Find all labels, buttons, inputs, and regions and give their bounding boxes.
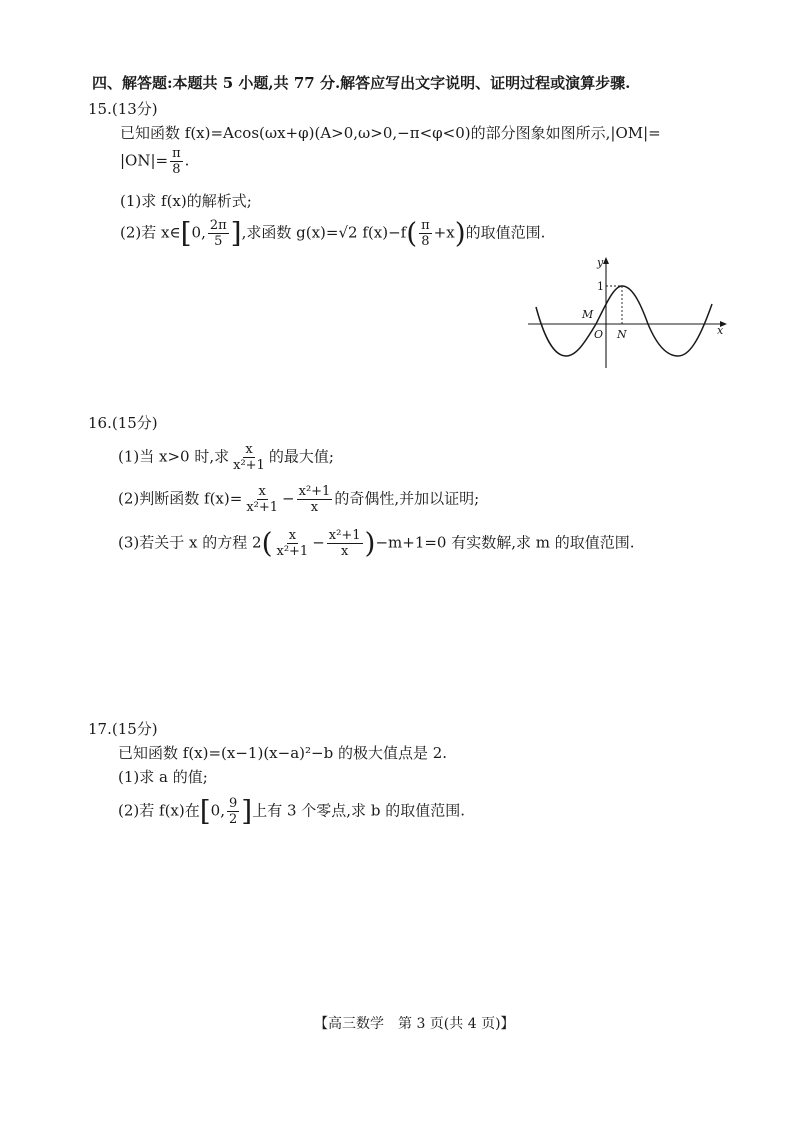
left-bracket: [ (199, 794, 211, 828)
q16-p2-minus: − (282, 489, 295, 508)
q16-p3-b: −m+1=0 有实数解,求 m 的取值范围. (375, 533, 635, 552)
frac-den: x (340, 544, 349, 559)
q15-frac-2pi-5 (208, 218, 229, 249)
q16-p3-minus: − (312, 533, 325, 552)
label-O: O (594, 328, 604, 341)
q15-line2-post: . (184, 151, 190, 170)
frac-den: 5 (214, 234, 223, 249)
q16-part1 (118, 442, 334, 473)
q15-p2-b: ,求函数 g(x)=√2 f(x)−f (241, 223, 407, 242)
frac-num: 2π (209, 218, 227, 233)
q15-line2-pre: |ON|= (120, 151, 169, 170)
frac-num: x²+1 (328, 528, 361, 543)
section-header: 四、解答题:本题共 5 小题,共 77 分.解答应写出文字说明、证明过程或演算步骤. (92, 74, 631, 92)
q16-part2 (118, 484, 479, 515)
frac-den: x²+1 (246, 500, 279, 515)
q16-p3-frac1 (275, 528, 311, 559)
x-axis-label: x (717, 324, 724, 337)
q16-p2-b: 的奇偶性,并加以证明; (334, 489, 480, 508)
frac-den: 2 (228, 812, 238, 827)
q15-interval-left: 0, (191, 223, 206, 242)
q16-p1-b: 的最大值; (268, 447, 334, 466)
q15-frac-pi-8b (419, 218, 432, 249)
q16-p2-frac2 (297, 484, 333, 515)
q17-stem: 已知函数 f(x)=(x−1)(x−a)²−b 的极大值点是 2. (118, 744, 448, 762)
right-paren: ) (364, 526, 376, 560)
label-N: N (617, 328, 627, 341)
frac-num: π (421, 218, 430, 233)
frac-num: x²+1 (298, 484, 331, 499)
q15-frac-pi-8 (170, 146, 183, 177)
q17-part2 (118, 796, 465, 827)
q17-part1: (1)求 a 的值; (118, 768, 208, 786)
q16-p1-frac (231, 442, 267, 473)
right-bracket: ] (230, 216, 242, 250)
q15-p2-c: 的取值范围. (465, 223, 546, 242)
cosine-curve (536, 286, 712, 356)
label-one: 1 (597, 280, 604, 293)
right-bracket: ] (241, 794, 253, 828)
q17-frac-9-2 (227, 796, 239, 827)
q15-stem-line2 (120, 146, 189, 177)
q17-interval-left: 0, (210, 801, 225, 820)
q16-p2-a: (2)判断函数 f(x)= (118, 489, 243, 508)
page-footer: 【高三数学 第 3 页(共 4 页)】 (314, 1016, 515, 1032)
frac-den: 8 (421, 234, 430, 249)
frac-den: x (310, 500, 319, 515)
right-paren: ) (454, 216, 466, 250)
frac-num: π (172, 146, 181, 161)
q15-stem-line1: 已知函数 f(x)=Acos(ωx+φ)(A>0,ω>0,−π<φ<0)的部分图象如图所示,|OM|= (120, 124, 661, 142)
q16-p3-frac2 (327, 528, 363, 559)
q16-p3-a: (3)若关于 x 的方程 2 (118, 533, 262, 552)
q15-arg-post: +x (433, 223, 455, 242)
q16-part3 (118, 528, 635, 559)
left-bracket: [ (180, 216, 192, 250)
q17-p2-a: (2)若 f(x)在 (118, 801, 200, 820)
y-axis-arrow (603, 257, 609, 264)
label-M: M (582, 308, 594, 321)
left-paren: ( (261, 526, 273, 560)
q15-part1: (1)求 f(x)的解析式; (120, 192, 252, 210)
q17-p2-b: 上有 3 个零点,求 b 的取值范围. (252, 801, 465, 820)
q15-cosine-graph (522, 252, 732, 374)
q15-part2 (120, 218, 545, 249)
frac-den: x²+1 (233, 458, 265, 473)
frac-num: x (258, 484, 266, 499)
frac-den: x²+1 (276, 544, 309, 559)
q16-p2-frac1 (244, 484, 280, 515)
frac-den: 8 (172, 162, 181, 177)
q15-number: 15.(13分) (88, 100, 158, 118)
q15-p2-a: (2)若 x∈ (120, 223, 181, 242)
frac-num: x (288, 528, 297, 543)
frac-num: x (245, 442, 253, 457)
frac-num: 9 (228, 796, 238, 811)
q16-number: 16.(15分) (88, 414, 158, 432)
q16-p1-a: (1)当 x>0 时,求 (118, 447, 230, 466)
y-axis-label: y (597, 256, 604, 269)
left-paren: ( (406, 216, 418, 250)
q17-number: 17.(15分) (88, 720, 158, 738)
